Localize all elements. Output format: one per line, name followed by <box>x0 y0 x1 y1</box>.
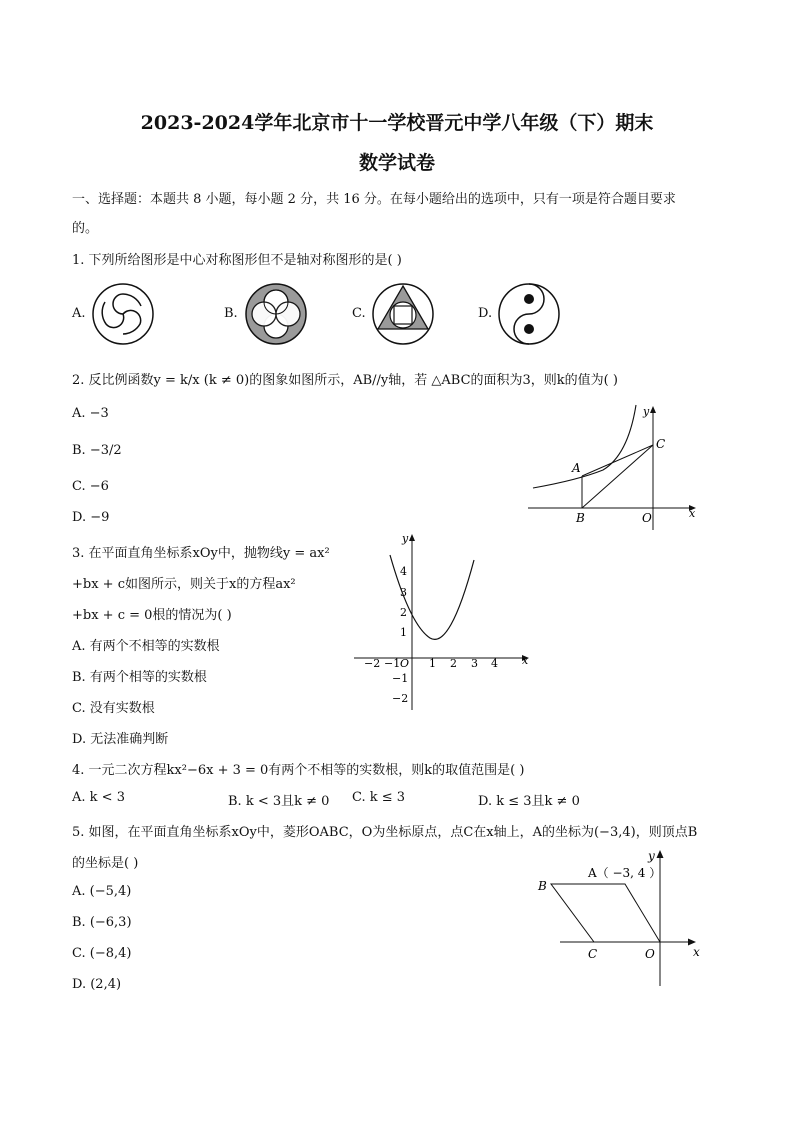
q3-xtick-neg2: −2 <box>364 657 381 670</box>
q3-xtick-3: 3 <box>471 657 478 670</box>
section-instruction-line1: 一、选择题：本题共 8 小题，每小题 2 分，共 16 分。在每小题给出的选项中，只有一项是符合题目要求 <box>72 192 676 207</box>
q5-label-a: A（ −3, 4 ） <box>588 866 662 880</box>
q3-ytick-4: 4 <box>400 565 407 578</box>
q5-stem-line2: 的坐标是( ) <box>72 856 139 871</box>
q1-label-b: B. <box>224 306 238 321</box>
q5-label-y: y <box>648 849 655 863</box>
q3-stem-line3: +bx + c = 0根的情况为( ) <box>72 608 232 623</box>
q1-figure-d <box>497 282 561 346</box>
q3-ytick-neg1: −1 <box>392 672 409 685</box>
q3-option-c: C. 没有实数根 <box>72 701 155 716</box>
q3-ytick-1: 1 <box>400 626 407 639</box>
q1-label-c: C. <box>352 306 366 321</box>
q5-option-b: B. (−6,3) <box>72 915 132 930</box>
q2-option-c: C. −6 <box>72 479 109 494</box>
q3-ylabel: y <box>402 532 409 545</box>
q5-option-a: A. (−5,4) <box>72 884 132 899</box>
q5-label-b: B <box>538 879 547 893</box>
q2-label-o: O <box>642 511 652 525</box>
q2-label-x: x <box>689 507 696 520</box>
q3-origin-label: O <box>400 657 410 670</box>
q2-option-b: B. −3/2 <box>72 443 122 458</box>
q1-figure-b <box>244 282 308 346</box>
q2-label-b: B <box>576 511 585 525</box>
q3-ytick-neg2: −2 <box>392 692 409 705</box>
q3-xtick-2: 2 <box>450 657 457 670</box>
q3-xtick-4: 4 <box>491 657 498 670</box>
q4-option-a: A. k < 3 <box>72 790 125 805</box>
q5-label-c: C <box>588 947 598 961</box>
q3-ytick-2: 2 <box>400 606 407 619</box>
q3-stem-line1: 3. 在平面直角坐标系xOy中，抛物线y = ax² <box>72 546 330 561</box>
q4-option-b: B. k < 3且k ≠ 0 <box>228 794 330 809</box>
q3-option-b: B. 有两个相等的实数根 <box>72 670 207 685</box>
q5-label-x: x <box>693 945 700 959</box>
q3-figure <box>350 530 535 712</box>
q2-option-d: D. −9 <box>72 510 110 525</box>
q2-figure <box>528 400 708 532</box>
q3-xtick-neg1: −1 <box>384 657 401 670</box>
q5-option-d: D. (2,4) <box>72 977 122 992</box>
q3-stem-line2: +bx + c如图所示，则关于x的方程ax² <box>72 577 296 592</box>
q3-option-d: D. 无法准确判断 <box>72 732 169 747</box>
q3-xtick-1: 1 <box>429 657 436 670</box>
q2-label-c: C <box>656 437 666 451</box>
q4-option-c: C. k ≤ 3 <box>352 790 406 805</box>
q2-label-y: y <box>643 405 650 418</box>
q5-figure <box>530 846 710 988</box>
q4-stem: 4. 一元二次方程kx²−6x + 3 = 0有两个不相等的实数根，则k的取值范围是( ) <box>72 763 525 778</box>
q3-x-ticks <box>364 657 498 670</box>
q2-stem: 2. 反比例函数y = k/x (k ≠ 0)的图象如图所示，AB//y轴，若 △ABC的面积为3，则k的值为( ) <box>72 373 618 388</box>
page-subtitle: 数学试卷 <box>358 152 435 174</box>
q3-ytick-3: 3 <box>400 586 407 599</box>
q5-label-o: O <box>645 947 655 961</box>
q1-figure-a <box>91 282 155 346</box>
q4-option-d: D. k ≤ 3且k ≠ 0 <box>478 794 580 809</box>
q2-option-a: A. −3 <box>72 406 109 421</box>
q1-label-a: A. <box>72 306 86 321</box>
q1-stem: 1. 下列所给图形是中心对称图形但不是轴对称图形的是( ) <box>72 253 402 268</box>
q3-xlabel: x <box>522 654 529 667</box>
page-title: 2023-2024学年北京市十一学校晋元中学八年级（下）期末 <box>140 112 654 134</box>
q3-option-a: A. 有两个不相等的实数根 <box>72 639 220 654</box>
q5-option-c: C. (−8,4) <box>72 946 132 961</box>
q1-label-d: D. <box>478 306 493 321</box>
q3-y-ticks <box>392 565 408 705</box>
q1-figure-c <box>371 282 435 346</box>
section-instruction-line2: 的。 <box>72 221 99 236</box>
q2-label-a: A <box>572 461 581 475</box>
q5-stem-line1: 5. 如图，在平面直角坐标系xOy中，菱形OABC，O为坐标原点，点C在x轴上，A的坐标为(−3,4)，则顶点B <box>72 825 698 840</box>
